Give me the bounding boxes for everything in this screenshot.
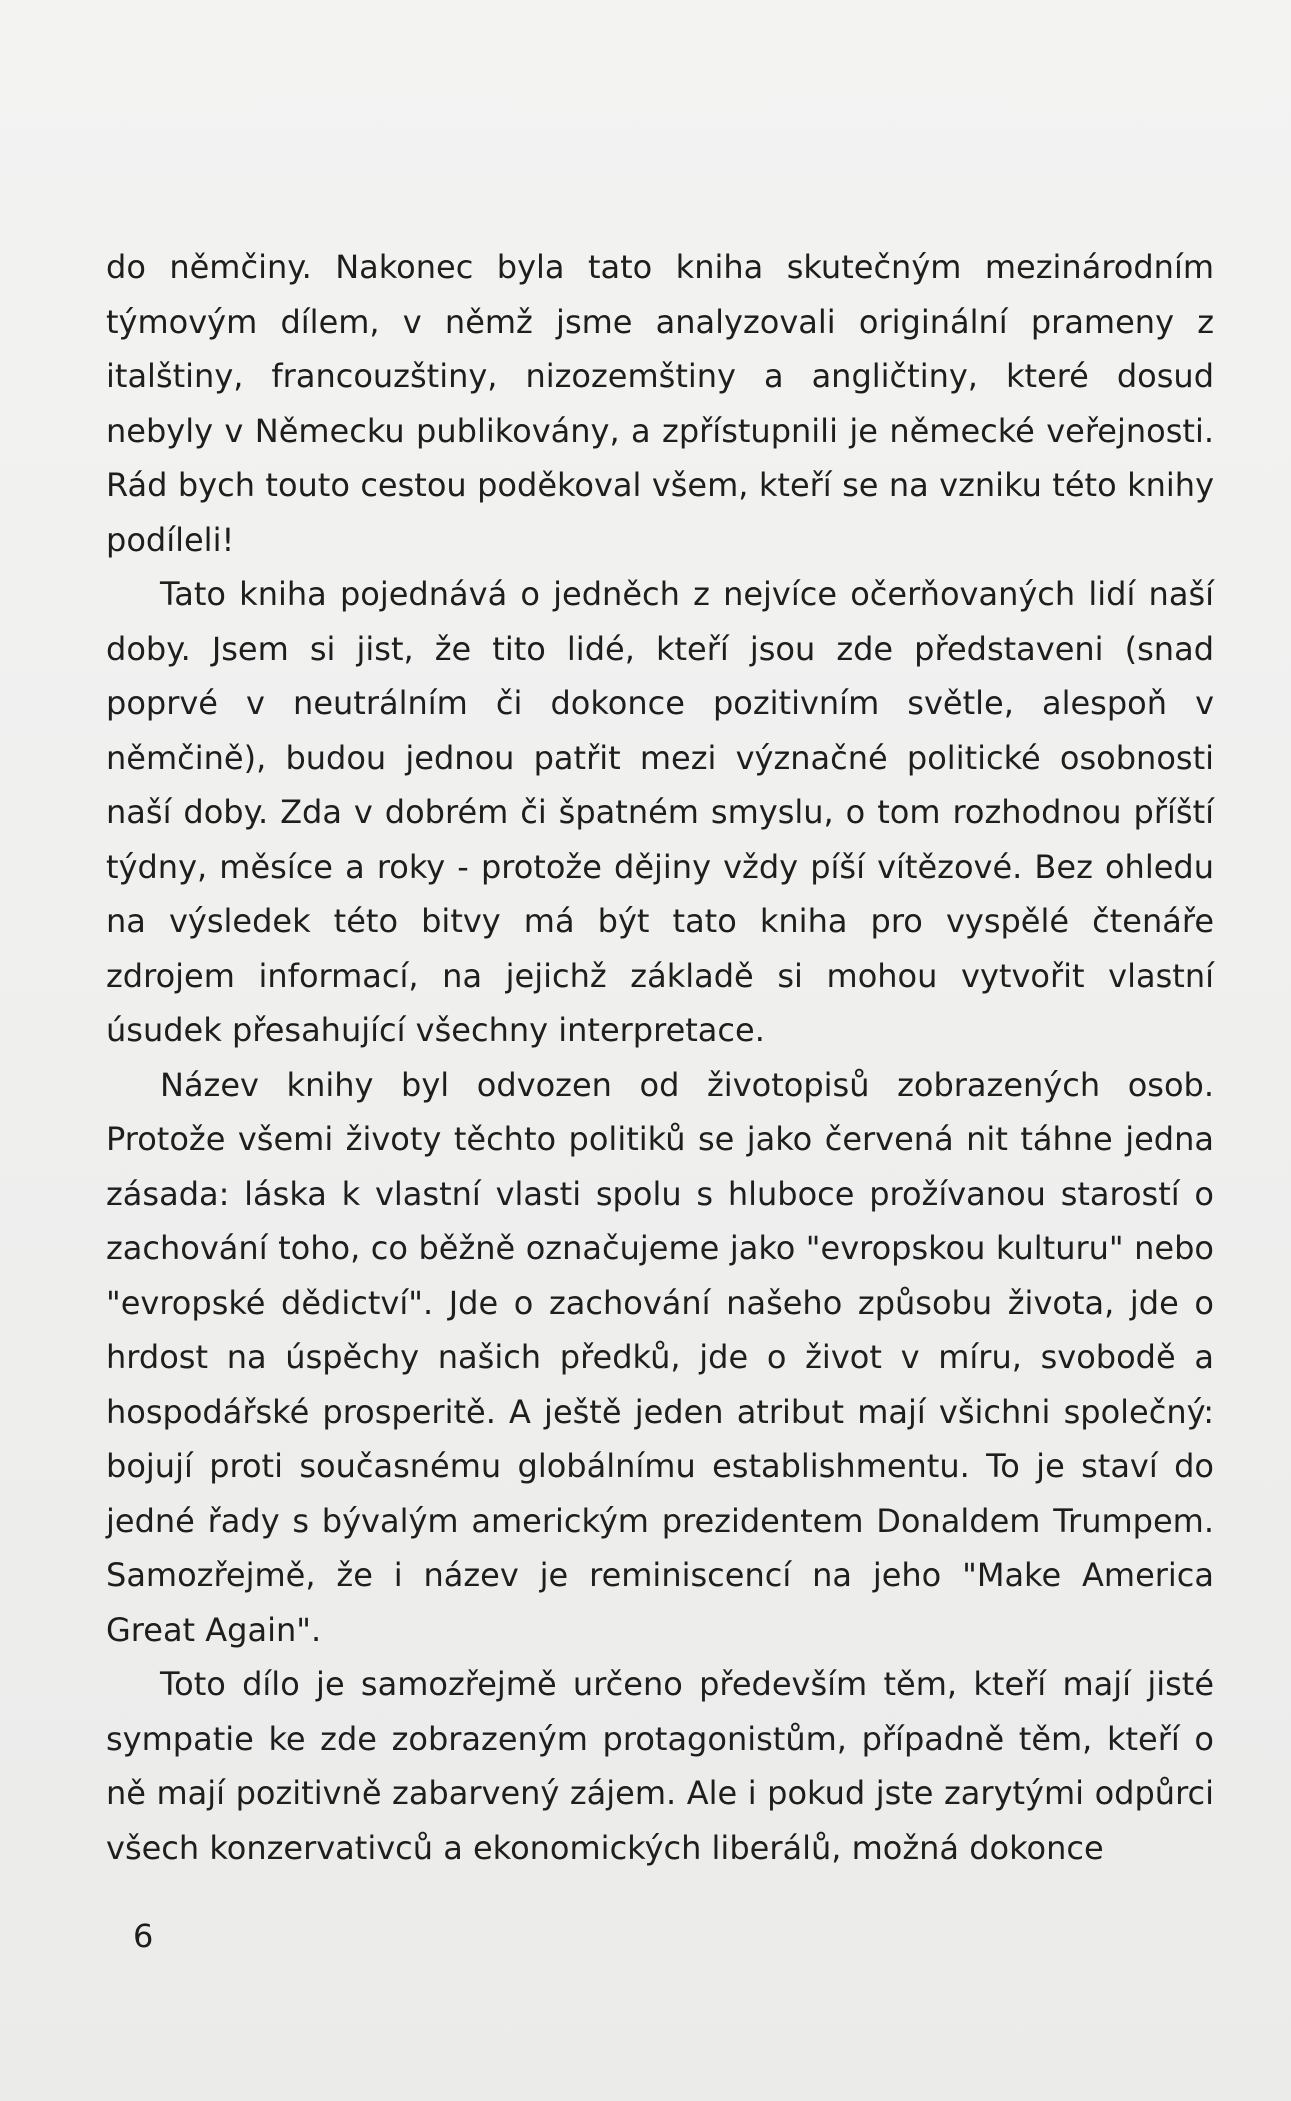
paragraph: Toto dílo je samozřejmě určeno především těm, kteří mají jisté sympatie ke zde zobrazeným protagonistům, případně těm, kteří o ně mají pozitivně zabarvený zájem. Ale i pokud jste zarytými odpůrci všech konzervativců a ekonomických liberálů, možná dokonce [106,1665,1214,1867]
page-number: 6 [133,1917,154,1955]
body-text [106,240,1214,1875]
paragraph: Tato kniha pojednává o jedněch z nejvíce očerňovaných lidí naší doby. Jsem si jist, že tito lidé, kteří jsou zde představeni (snad poprvé v neutrálním či dokonce pozitivním světle, alespoň v němčině), budou jednou patřit mezi význačné politické osobnosti naší doby. Zda v dobrém či špatném smyslu, o tom rozhodnou příští týdny, měsíce a roky - protože dějiny vždy píší vítězové. Bez ohledu na výsledek této bitvy má být tato kniha pro vyspělé čtenáře zdrojem informací, na jejichž základě si mohou vytvořit vlastní úsudek přesahující všechny interpretace. [106,575,1214,1049]
paragraph: do němčiny. Nakonec byla tato kniha skutečným mezinárodním týmovým dílem, v němž jsme analyzovali originální prameny z italštiny, francouzštiny, nizozemštiny a angličtiny, které dosud nebyly v Německu publikovány, a zpřístupnili je německé veřejnosti. Rád bych touto cestou poděkoval všem, kteří se na vzniku této knihy podíleli! [106,248,1214,559]
paragraph: Název knihy byl odvozen od životopisů zobrazených osob. Protože všemi životy těchto politiků se jako červená nit táhne jedna zásada: láska k vlastní vlasti spolu s hluboce prožívanou starostí o zachování toho, co běžně označujeme jako "evropskou kulturu" nebo "evropské dědictví". Jde o zachování našeho způsobu života, jde o hrdost na úspěchy našich předků, jde o život v míru, svobodě a hospodářské prosperitě. A ještě jeden atribut mají všichni společný: bojují proti současnému globálnímu establishmentu. To je staví do jedné řady s bývalým americkým prezidentem Donaldem Trumpem. Samozřejmě, že i název je reminiscencí na jeho "Make America Great Again". [106,1065,1214,1649]
